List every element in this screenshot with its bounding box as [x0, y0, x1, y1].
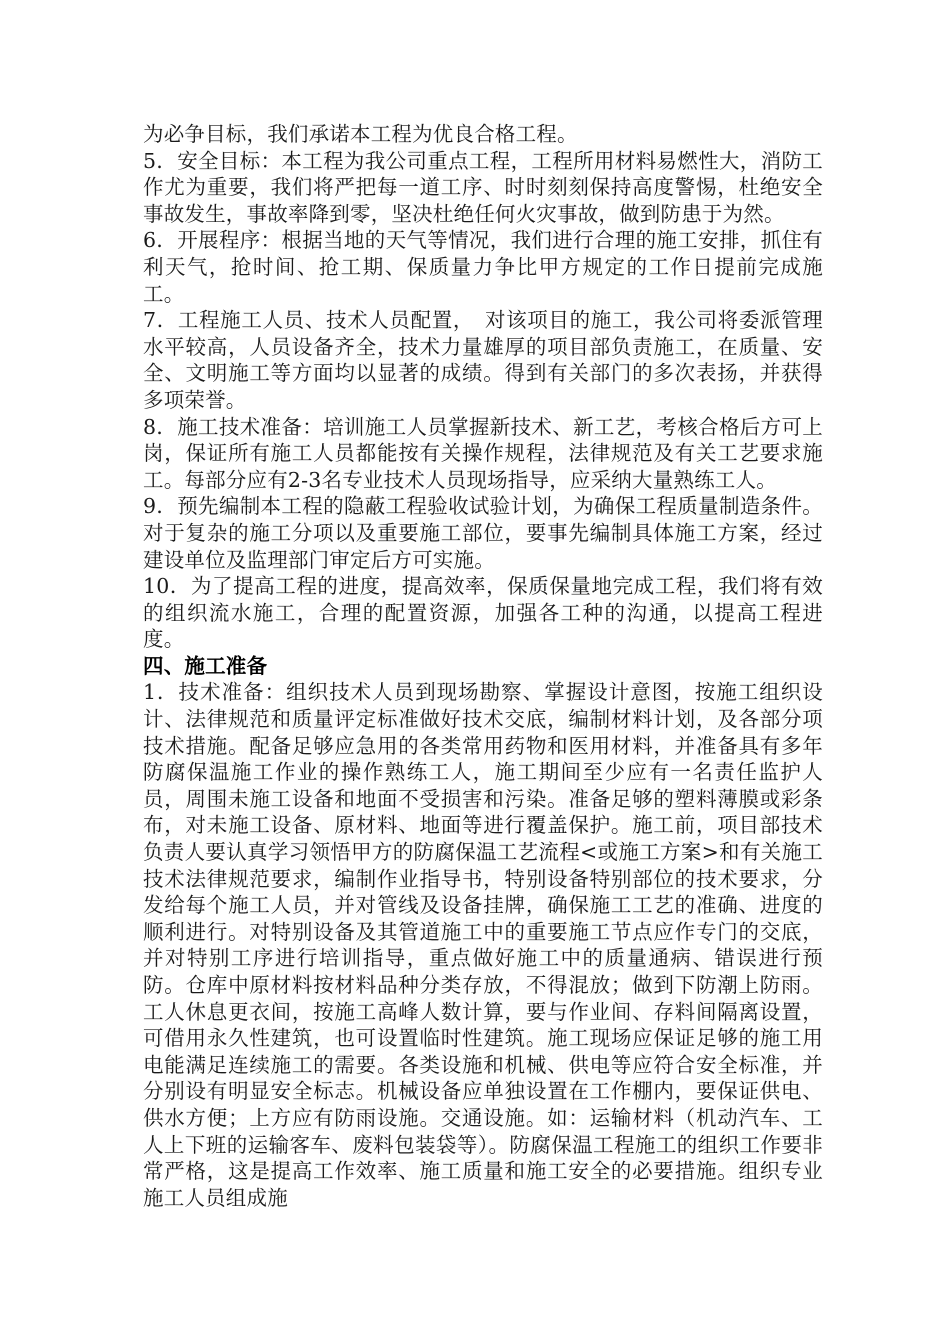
paragraph-inspection-plan: 9．预先编制本工程的隐蔽工程验收试验计划，为确保工程质量制造条件。对于复杂的施工分项以及重要施工部位，要事先编制具体施工方案，经过建设单位及监理部门审定后方可实施。: [143, 494, 823, 572]
paragraph-technical-prep: 8．施工技术准备：培训施工人员掌握新技术、新工艺，考核合格后方可上岗，保证所有施工人员都能按有关操作规程，法律规范及有关工艺要求施工。每部分应有2-3名专业技术人员现场指导，应采纳大量熟练工人。: [143, 414, 823, 492]
paragraph-technical-preparation: 1．技术准备：组织技术人员到现场勘察、掌握设计意图，按施工组织设计、法律规范和质量评定标准做好技术交底，编制材料计划，及各部分项技术措施。配备足够应急用的各类常用药物和医用材料，并准备具有多年防腐保温施工作业的操作熟练工人，施工期间至少应有一名责任监护人员，周围未施工设备和地面不受损害和污染。准备足够的塑料薄膜或彩条布，对未施工设备、原材料、地面等进行覆盖保护。施工前，项目部技术负责人要认真学习领悟甲方的防腐保温工艺流程<或施工方案>和有关施工技术法律规范要求，编制作业指导书，特别设备特别部位的技术要求，分发给每个施工人员，并对管线及设备挂牌，确保施工工艺的准确、进度的顺利进行。对特别设备及其管道施工中的重要施工节点应作专门的交底，并对特别工序进行培训指导，重点做好施工中的质量通病、错误进行预防。仓库中原材料按材料品种分类存放，不得混放；做到下防潮上防雨。工人休息更衣间，按施工高峰人数计算，要与作业间、存料间隔离设置，可借用永久性建筑，也可设置临时性建筑。施工现场应保证足够的施工用电能满足连续施工的需要。各类设施和机械、供电等应符合安全标准，并分别设有明显安全标志。机械设备应单独设置在工作棚内，要保证供电、供水方便；上方应有防雨设施。交通设施。如：运输材料（机动汽车、工人上下班的运输客车、废料包装袋等）。防腐保温工程施工的组织工作要非常严格，这是提高工作效率、施工质量和施工安全的必要措施。组织专业施工人员组成施: [143, 680, 823, 1210]
paragraph-procedure: 6．开展程序：根据当地的天气等情况，我们进行合理的施工安排，抓住有利天气，抢时间、抢工期、保质量力争比甲方规定的工作日提前完成施工。: [143, 228, 823, 306]
document-body: [143, 121, 823, 1211]
paragraph-safety-target: 5．安全目标：本工程为我公司重点工程，工程所用材料易燃性大，消防工作尤为重要，我们将严把每一道工序、时时刻刻保持高度警惕，杜绝安全事故发生，事故率降到零，坚决杜绝任何火灾事故，做到防患于为然。: [143, 148, 823, 226]
section-heading: 四、施工准备: [143, 653, 268, 678]
paragraph-continuation: 为必争目标，我们承诺本工程为优良合格工程。: [143, 122, 578, 146]
paragraph-staffing: 7．工程施工人员、技术人员配置， 对该项目的施工，我公司将委派管理水平较高，人员设备齐全，技术力量雄厚的项目部负责施工，在质量、安全、文明施工等方面均以显著的成绩。得到有关部门的多次表扬，并获得多项荣誉。: [143, 308, 823, 412]
paragraph-progress: 10．为了提高工程的进度，提高效率，保质保量地完成工程，我们将有效的组织流水施工，合理的配置资源，加强各工种的沟通，以提高工程进度。: [143, 574, 823, 652]
